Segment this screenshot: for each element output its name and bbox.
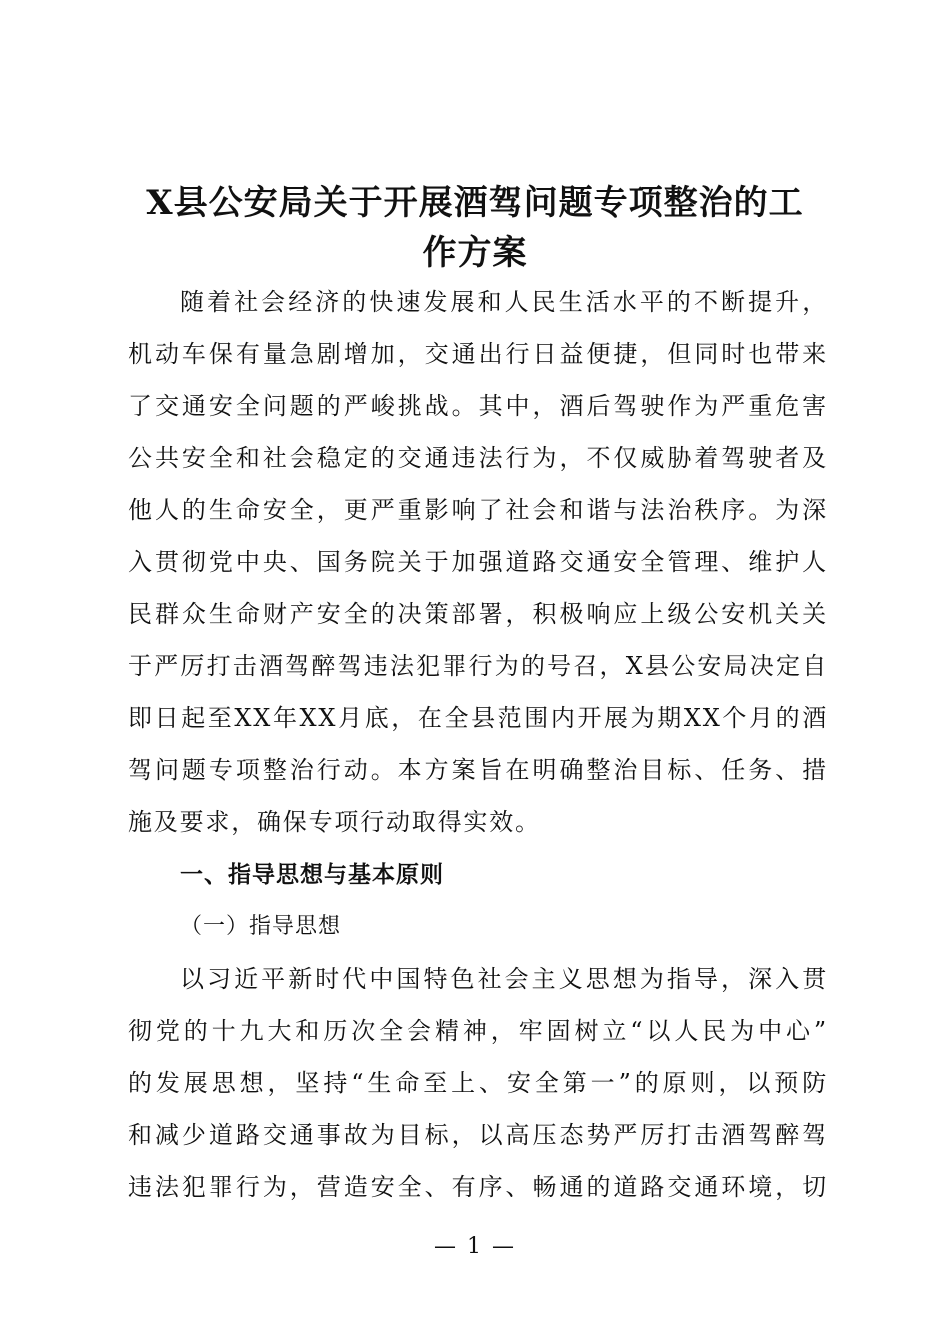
intro-line: 驾问题专项整治行动。本方案旨在明确整治目标、任务、措 bbox=[128, 756, 828, 784]
intro-line: 入贯彻党中央、国务院关于加强道路交通安全管理、维护人 bbox=[128, 548, 828, 576]
intro-line: 他人的生命安全，更严重影响了社会和谐与法治秩序。为深 bbox=[128, 496, 828, 524]
document-title-line-1: X县公安局关于开展酒驾问题专项整治的工 bbox=[146, 183, 804, 223]
guiding-line: 和减少道路交通事故为目标，以高压态势严厉打击酒驾醉驾 bbox=[128, 1121, 828, 1149]
guiding-line: 彻党的十九大和历次全会精神，牢固树立“以人民为中心” bbox=[128, 1017, 828, 1045]
subsection-heading: （一）指导思想 bbox=[180, 914, 342, 939]
intro-line: 随着社会经济的快速发展和人民生活水平的不断提升， bbox=[180, 288, 828, 316]
section-heading: 一、指导思想与基本原则 bbox=[180, 862, 444, 888]
intro-line: 民群众生命财产安全的决策部署，积极响应上级公安机关关 bbox=[128, 600, 828, 628]
intro-line: 公共安全和社会稳定的交通违法行为，不仅威胁着驾驶者及 bbox=[128, 444, 828, 472]
document-title-line-2: 作方案 bbox=[422, 233, 528, 273]
intro-line: 于严厉打击酒驾醉驾违法犯罪行为的号召，X县公安局决定自 bbox=[128, 652, 828, 680]
intro-line: 即日起至XX年XX月底，在全县范围内开展为期XX个月的酒 bbox=[128, 704, 828, 732]
intro-line: 了交通安全问题的严峻挑战。其中，酒后驾驶作为严重危害 bbox=[128, 392, 828, 420]
guiding-line: 违法犯罪行为，营造安全、有序、畅通的道路交通环境，切 bbox=[128, 1173, 828, 1201]
guiding-line: 以习近平新时代中国特色社会主义思想为指导，深入贯 bbox=[180, 965, 828, 993]
intro-line: 施及要求，确保专项行动取得实效。 bbox=[128, 808, 541, 836]
intro-line: 机动车保有量急剧增加，交通出行日益便捷，但同时也带来 bbox=[128, 340, 828, 368]
guiding-line: 的发展思想，坚持“生命至上、安全第一”的原则，以预防 bbox=[128, 1069, 828, 1097]
page-number: — 1 — bbox=[434, 1234, 516, 1259]
